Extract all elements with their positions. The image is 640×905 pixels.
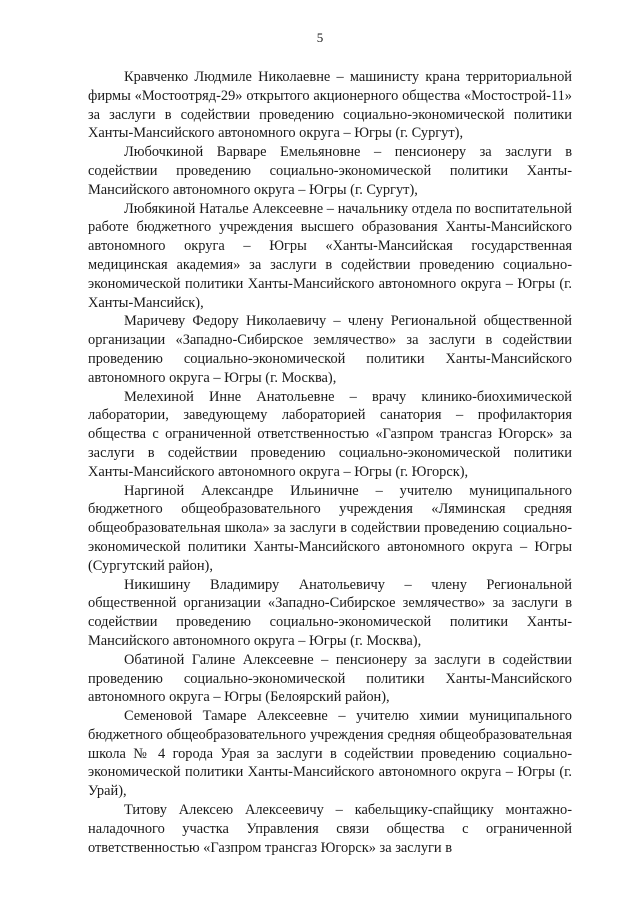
award-paragraph: Никишину Владимиру Анатольевичу – члену Региональной общественной организации «Западно-Сибирское землячество» за заслуги в содействии проведению социально-экономической политики Ханты-Мансийского автономного округа – Югры (г. Москва), [88, 576, 572, 649]
award-paragraph: Кравченко Людмиле Николаевне – машинисту крана территориальной фирмы «Мостоотряд-29» открытого акционерного общества «Мостострой-11» за заслуги в содействии проведению социально-экономической политики Ханты-Мансийского автономного округа – Югры (г. Сургут), [88, 69, 572, 142]
document-body [88, 68, 572, 857]
award-paragraph: Любякиной Наталье Алексеевне – начальнику отдела по воспитательной работе бюджетного учреждения высшего образования Ханты-Мансийского автономного округа – Югры «Ханты-Мансийская государственная медицинская академия» за заслуги в содействии проведению социально-экономической политики Ханты-Мансийского автономного округа – Югры (г. Ханты-Мансийск), [88, 200, 572, 311]
page-number: 5 [316, 30, 324, 45]
award-paragraph: Обатиной Галине Алексеевне – пенсионеру за заслуги в содействии проведению социально-экономической политики Ханты-Мансийского автономного округа – Югры (Белоярский район), [88, 651, 572, 706]
award-paragraph: Любочкиной Варваре Емельяновне – пенсионеру за заслуги в содействии проведению социально-экономической политики Ханты-Мансийского автономного округа – Югры (г. Сургут), [88, 144, 572, 198]
award-paragraph: Мелехиной Инне Анатольевне – врачу клинико-биохимической лаборатории, заведующему лабораторией санатория – профилактория общества с ограниченной ответственностью «Газпром трансгаз Югорск» за заслуги в содействии проведению социально-экономической политики Ханты-Мансийского автономного округа – Югры (г. Югорск), [88, 388, 572, 480]
award-paragraph: Маричеву Федору Николаевичу – члену Региональной общественной организации «Западно-Сибирское землячество» за заслуги в содействии проведению социально-экономической политики Ханты-Мансийского автономного округа – Югры (г. Москва), [88, 313, 572, 386]
award-paragraph: Титову Алексею Алексеевичу – кабельщику-спайщику монтажно-наладочного участка Управления связи общества с ограниченной ответственностью «Газпром трансгаз Югорск» за заслуги в [88, 802, 572, 856]
award-paragraph: Наргиной Александре Ильиничне – учителю муниципального бюджетного общеобразовательного учреждения «Ляминская средняя общеобразовательная школа» за заслуги в содействии проведению социально-экономической политики Ханты-Мансийского автономного округа – Югры (Сургутский район), [88, 482, 572, 574]
award-paragraph: Семеновой Тамаре Алексеевне – учителю химии муниципального бюджетного общеобразовательного учреждения средняя общеобразовательная школа № 4 города Урая за заслуги в содействии проведению социально-экономической политики Ханты-Мансийского автономного округа – Югры (г. Урай), [88, 708, 572, 800]
